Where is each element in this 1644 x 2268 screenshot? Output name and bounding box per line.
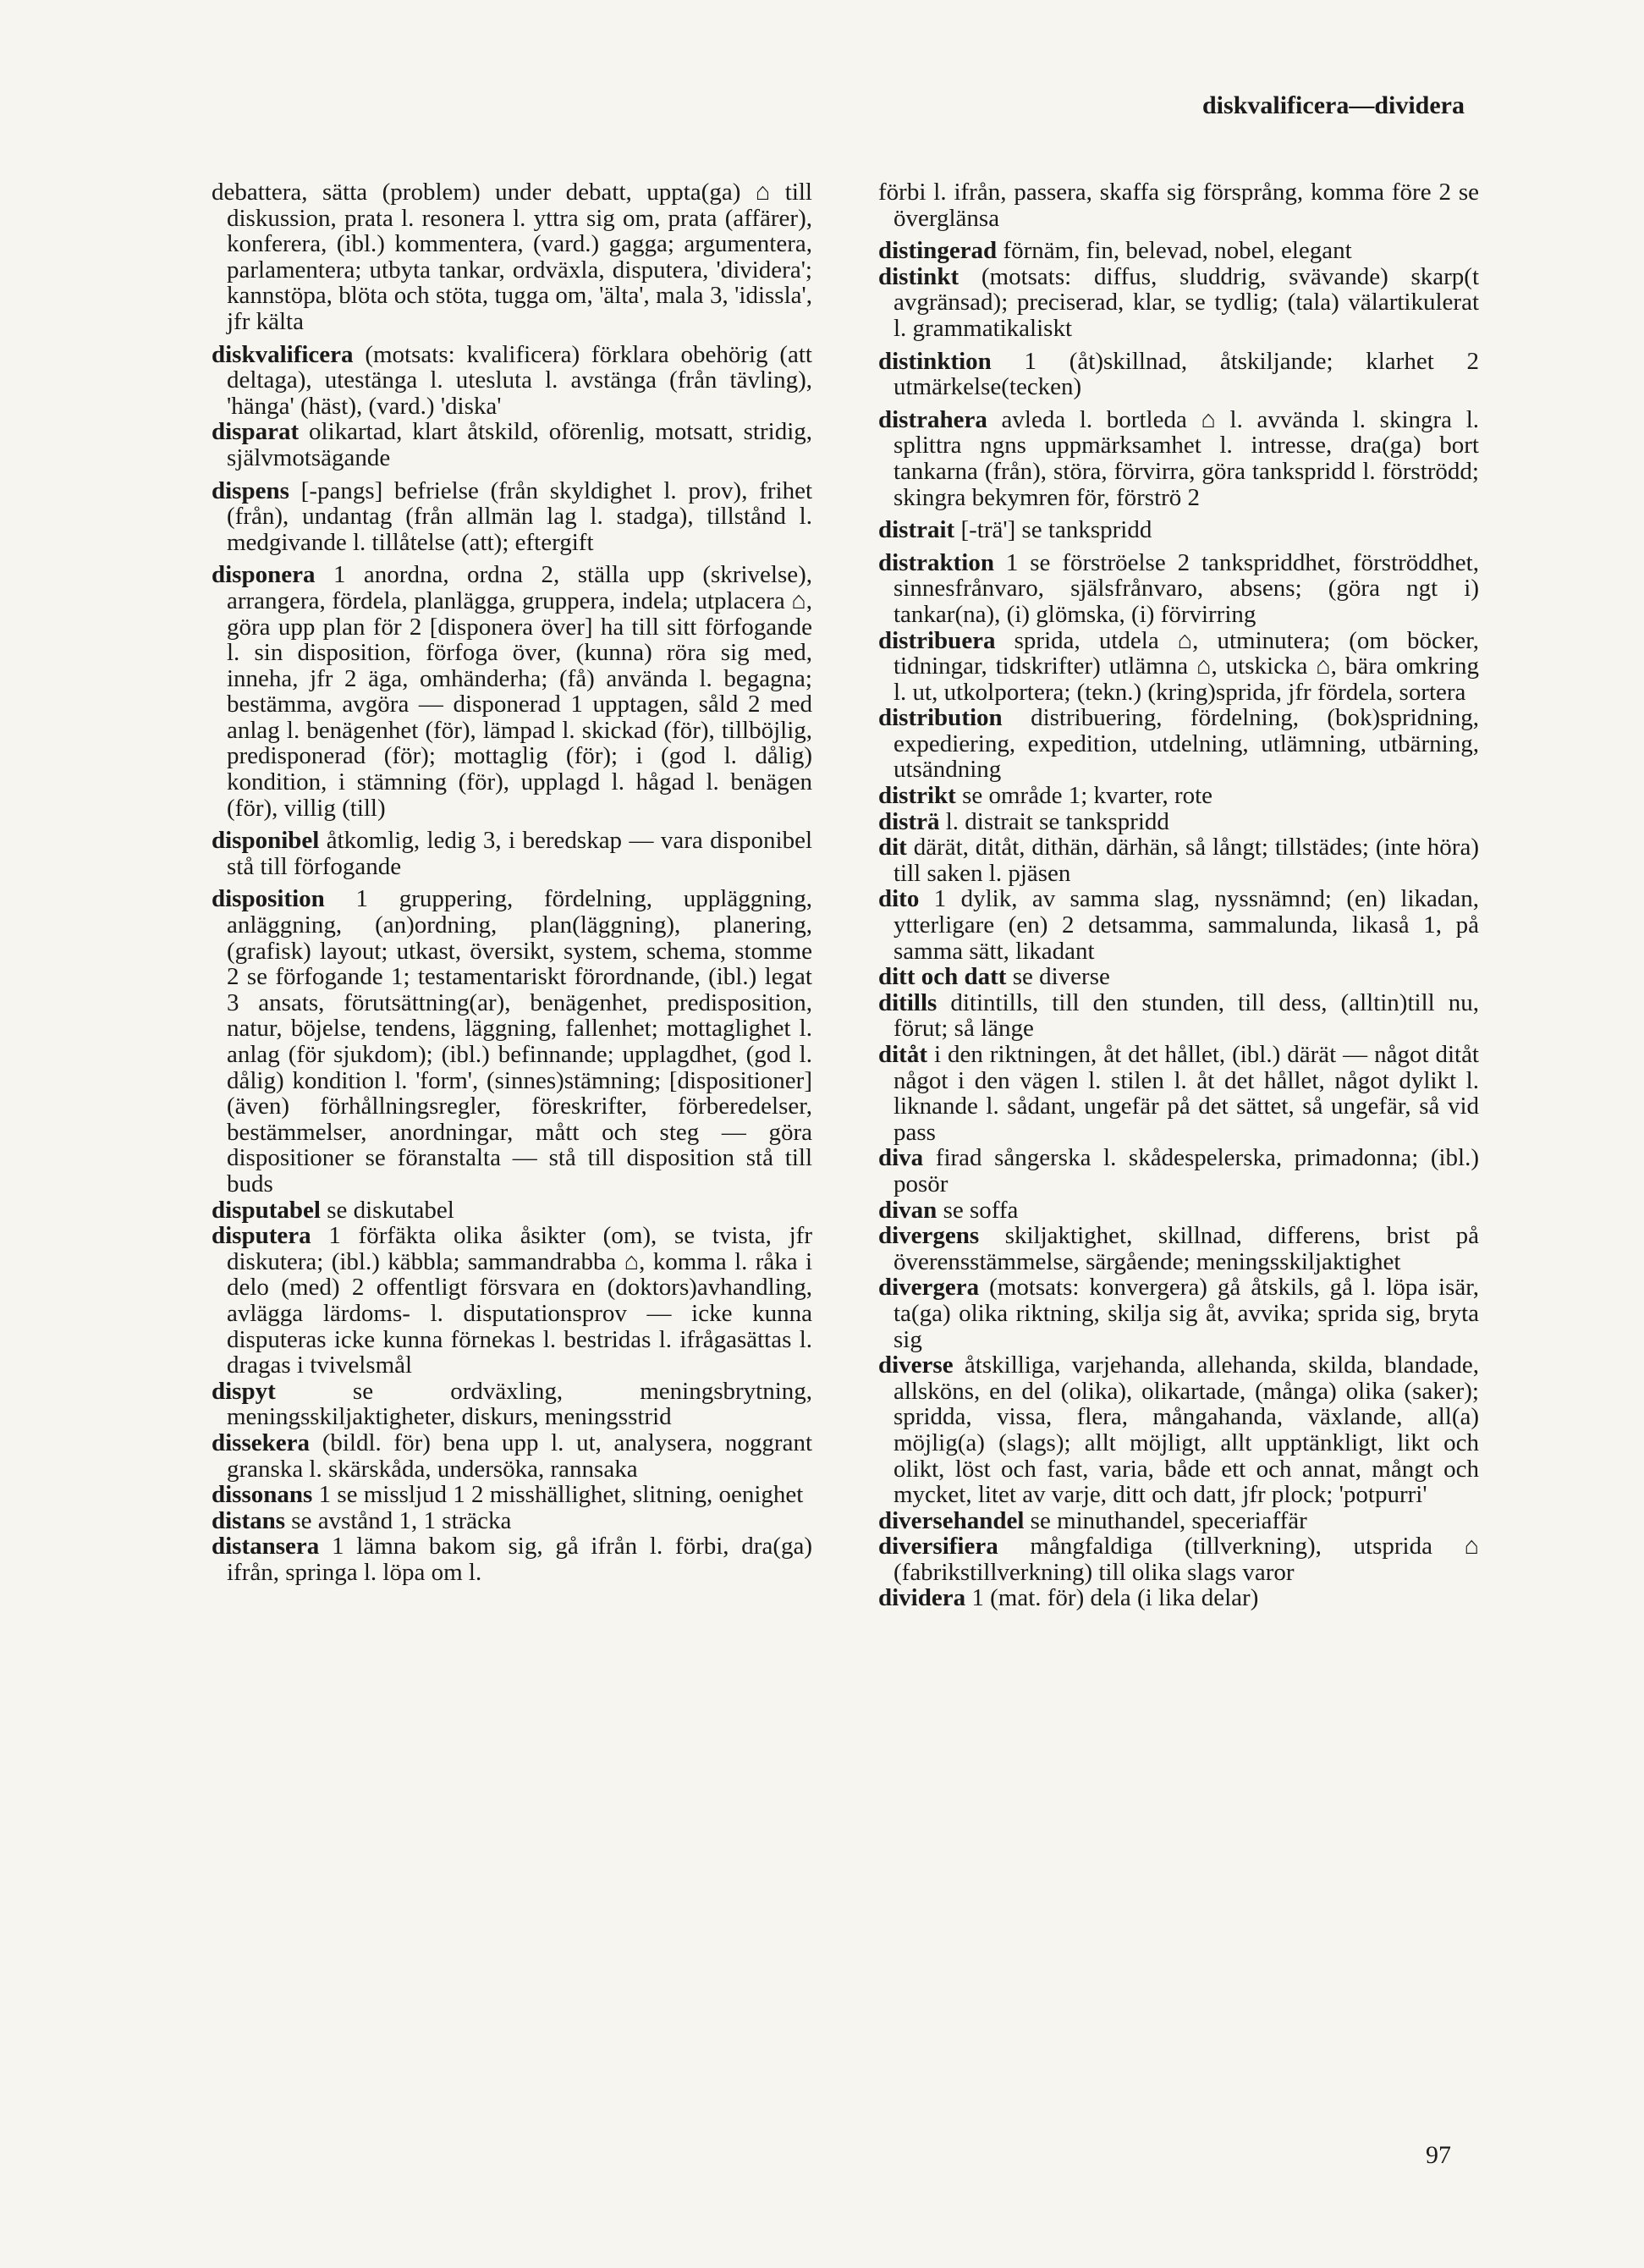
headword: ditills <box>878 988 937 1016</box>
dictionary-entry <box>212 419 812 471</box>
entry-definition: [-trä'] se tankspridd <box>960 516 1152 544</box>
headword: disponibel <box>212 827 320 855</box>
entry-definition: debattera, sätta (problem) under debatt, uppta(ga) ⌂ till diskussion, prata l. resonera l. yttra sig om, prata (affärer), konferera, (ibl.) kommentera, (vard.) gagga; argumentera, parlamentera; utbyta tankar, ordväxla, disputera, 'dividera'; kannstöpa, blöta och stöta, tugga om, 'älta', mala 3, 'idissla', jfr kälta <box>212 179 812 335</box>
entry-definition: 1 förfäkta olika åsikter (om), se tvista, jfr diskutera; (ibl.) käbbla; sammandrabba ⌂, komma l. råka i delo (med) 2 offentligt försvara en (doktors)avhandling, avlägga lärdoms- l. disputationsprov — icke kunna disputeras icke kunna förnekas l. bestridas l. ifrågasättas l. dragas i tvivelsmål <box>227 1222 812 1379</box>
dictionary-entry <box>878 550 1479 628</box>
entry-definition: 1 anordna, ordna 2, ställa upp (skrivelse), arrangera, fördela, planlägga, gruppera, indela; utplacera ⌂, göra upp plan för 2 [disponera över] ha till sitt förfogande l. sin disposition, förfoga över, (kunna) röra sig med, inneha, jfr 2 äga, omhänderha; (få) använda l. begagna; bestämma, avgöra — disponerad 1 upptagen, såld 2 med anlag l. benägenhet (för), lämpad l. skickad (för), tillböjlig, predisponerad (för); mottaglig (för); i (god l. dålig) kondition, i stämning (för), upplagd l. hågad l. benägen (för), villig (till) <box>227 561 813 822</box>
entry-definition: se avstånd 1, 1 sträcka <box>291 1506 512 1534</box>
headword: divergens <box>878 1222 980 1250</box>
dictionary-entry <box>878 1274 1479 1352</box>
dictionary-entry <box>878 517 1479 543</box>
headword: distansera <box>212 1533 320 1561</box>
dictionary-entry <box>878 349 1479 400</box>
entry-definition: se soffa <box>943 1196 1019 1224</box>
dictionary-entry <box>878 705 1479 783</box>
dictionary-entry <box>878 834 1479 886</box>
dictionary-entry <box>878 1508 1479 1534</box>
headword: distinktion <box>878 347 992 375</box>
headword: divan <box>878 1196 937 1224</box>
running-head: diskvalificera—dividera <box>1202 91 1465 119</box>
headword: distans <box>212 1506 286 1534</box>
dictionary-entry <box>878 1197 1479 1224</box>
entry-definition: (motsats: konvergera) gå åtskils, gå l. löpa isär, ta(ga) olika riktning, skilja sig åt, avvika; sprida sig, bryta sig <box>893 1274 1479 1353</box>
dictionary-entry <box>212 886 812 1197</box>
right-column <box>878 179 1479 1611</box>
headword: distinkt <box>878 262 959 290</box>
headword: distribution <box>878 704 1003 732</box>
headword: distrait <box>878 516 955 544</box>
entry-definition: se diskutabel <box>327 1196 454 1224</box>
dictionary-entry <box>212 1533 812 1585</box>
dictionary-entry <box>212 1197 812 1224</box>
dictionary-entry <box>878 1042 1479 1145</box>
dictionary-entry <box>878 1223 1479 1274</box>
headword: disträ <box>878 807 940 835</box>
entry-definition: (motsats: diffus, sluddrig, svävande) skarp(t avgränsad); preciserad, klar, se tydlig; (tala) välartikulerat l. grammatikaliskt <box>893 262 1480 342</box>
page-number: 97 <box>1426 2141 1451 2169</box>
entry-definition: distribuering, fördelning, (bok)spridning, expediering, expedition, utdelning, utlämning, utbärning, utsändning <box>893 704 1480 784</box>
dictionary-entry <box>212 828 812 879</box>
entry-definition: [-pangs] befrielse (från skyldighet l. prov), frihet (från), undantag (från allmän lag l. stadga), tillstånd l. medgivande l. tillåtelse (att); eftergift <box>227 476 812 556</box>
dictionary-entry <box>878 886 1479 964</box>
dictionary-entry <box>212 179 812 335</box>
entry-definition: se område 1; kvarter, rote <box>962 782 1213 810</box>
entry-definition: sprida, utdela ⌂, utminutera; (om böcker, tidningar, tidskrifter) utlämna ⌂, utskicka ⌂, bära omkring l. ut, utkolportera; (tekn.) (kring)sprida, jfr fördela, sortera <box>893 626 1480 706</box>
entry-definition: firad sångerska l. skådespelerska, primadonna; (ibl.) posör <box>893 1144 1480 1197</box>
entry-definition: därät, ditåt, dithän, därhän, så långt; tillstädes; (inte höra) till saken l. pjäsen <box>893 834 1479 887</box>
entry-definition: mångfaldiga (tillverkning), utsprida ⌂ (fabrikstillverkning) till olika slags varor <box>893 1533 1480 1586</box>
headword: distingerad <box>878 237 998 265</box>
entry-definition: ditintills, till den stunden, till dess, (alltin)till nu, förut; så länge <box>893 988 1479 1043</box>
entry-definition: se ordväxling, meningsbrytning, meningsskiljaktigheter, diskurs, meningsstrid <box>227 1377 813 1431</box>
dictionary-entry <box>212 1508 812 1534</box>
entry-definition: i den riktningen, åt det hållet, (ibl.) därät — något ditåt något i den vägen l. stilen l. åt det hållet, något dylikt l. liknande l. sådant, ungefär på det sättet, så ungefär, så vid pass <box>893 1041 1479 1146</box>
dictionary-entry <box>212 1430 812 1482</box>
entry-definition: avleda l. bortleda ⌂ l. avvända l. skingra l. splittra ngns uppmärksamhet l. intresse, dra(ga) bort tankarna (från), störa, förvirra, göra tankspridd l. förströdd; skingra bekymren för, förströ 2 <box>893 405 1480 511</box>
dictionary-entry <box>878 1585 1479 1611</box>
dictionary-entry <box>878 1533 1479 1585</box>
entry-definition: 1 gruppering, fördelning, uppläggning, anläggning, (an)ordning, plan(läggning), planering, (grafisk) layout; utkast, översikt, system, schema, stomme 2 se förfogande 1; testamentariskt förordnande, (ibl.) legat 3 ansats, förutsättning(ar), benägenhet, predisposition, natur, böjelse, tendens, läggning, fallenhet; mottaglighet l. anlag (för sjukdom); (ibl.) befinnande; upplagdhet, (god l. dålig) kondition l. 'form', (sinnes)stämning; [dispositioner] (även) förhållningsregler, föreskrifter, förberedelser, bestämmelser, anordningar, mått och steg — göra dispositioner se föranstalta — stå till disposition stå till buds <box>227 885 813 1197</box>
headword: diversehandel <box>878 1506 1025 1534</box>
headword: dissonans <box>212 1481 313 1509</box>
entry-definition: 1 (mat. för) dela (i lika delar) <box>971 1584 1259 1612</box>
entry-definition: åtskilliga, varjehanda, allehanda, skilda, blandade, allsköns, en del (olika), olikartade, (många) olika (saker); spridda, vissa, flera, mångahanda, växlande, all(a) möjlig(a) (slags); allt möjligt, allt upptänkligt, likt och olikt, löst och fast, varia, både ett och annat, mångt och mycket, litet av varje, ditt och datt, jfr plock; 'potpurri' <box>893 1351 1480 1509</box>
entry-definition: olikartad, klart åtskild, oförenlig, motsatt, stridig, självmotsägande <box>227 418 813 471</box>
entry-definition: (motsats: kvalificera) förklara obehörig (att deltaga), utestänga l. utesluta l. avstänga (från tävling), 'hänga' (häst), (vard.) 'diska' <box>227 340 812 420</box>
dictionary-entry <box>212 1223 812 1379</box>
headword: dispens <box>212 476 289 504</box>
entry-definition: 1 lämna bakom sig, gå ifrån l. förbi, dra(ga) ifrån, springa l. löpa om l. <box>227 1533 813 1586</box>
headword: dit <box>878 834 907 862</box>
headword: diskvalificera <box>212 340 354 368</box>
headword: ditåt <box>878 1041 927 1068</box>
dictionary-entry <box>212 1379 812 1430</box>
headword: diverse <box>878 1351 954 1379</box>
headword: distrahera <box>878 405 987 433</box>
dictionary-entry <box>878 990 1479 1042</box>
headword: ditt och datt <box>878 963 1007 991</box>
entry-definition: (bildl. för) bena upp l. ut, analysera, noggrant granska l. skärskåda, undersöka, rannsaka <box>227 1429 813 1483</box>
headword: distribuera <box>878 626 996 654</box>
dictionary-entry <box>212 478 812 556</box>
left-column <box>212 179 812 1585</box>
dictionary-entry <box>878 238 1479 264</box>
headword: disparat <box>212 418 300 446</box>
headword: dividera <box>878 1584 966 1612</box>
dictionary-entry <box>878 628 1479 706</box>
entry-definition: se diverse <box>1012 963 1110 991</box>
dictionary-entry <box>878 1352 1479 1508</box>
headword: distraktion <box>878 548 994 576</box>
entry-definition: förnäm, fin, belevad, nobel, elegant <box>1003 237 1352 265</box>
dictionary-entry <box>878 1145 1479 1197</box>
headword: disputabel <box>212 1196 321 1224</box>
headword: dissekera <box>212 1429 310 1456</box>
entry-definition: 1 (åt)skillnad, åtskiljande; klarhet 2 utmärkelse(tecken) <box>893 347 1479 401</box>
dictionary-entry <box>212 342 812 420</box>
entry-definition: 1 dylik, av samma slag, nyssnämnd; (en) likadan, ytterligare (en) 2 detsamma, sammalunda, likaså 1, på samma sätt, likadant <box>893 885 1479 965</box>
entry-definition: åtkomlig, ledig 3, i beredskap — vara disponibel stå till förfogande <box>227 827 812 880</box>
dictionary-entry <box>878 964 1479 990</box>
headword: disposition <box>212 885 325 913</box>
dictionary-entry <box>212 1482 812 1508</box>
dictionary-entry <box>212 562 812 821</box>
entry-definition: l. distrait se tankspridd <box>945 807 1169 835</box>
entry-definition: förbi l. ifrån, passera, skaffa sig försprång, komma före 2 se överglänsa <box>878 179 1479 232</box>
headword: diversifiera <box>878 1533 998 1561</box>
headword: dito <box>878 885 920 913</box>
dictionary-entry <box>878 809 1479 835</box>
entry-definition: se minuthandel, speceriaffär <box>1030 1506 1307 1534</box>
dictionary-entry <box>878 264 1479 342</box>
dictionary-entry <box>878 407 1479 510</box>
headword: disponera <box>212 561 316 589</box>
headword: diva <box>878 1144 924 1172</box>
dictionary-entry <box>878 783 1479 809</box>
headword: divergera <box>878 1274 980 1302</box>
dictionary-entry <box>878 179 1479 231</box>
entry-definition: 1 se missljud 1 2 misshällighet, slitning, oenighet <box>318 1481 804 1509</box>
headword: dispyt <box>212 1377 276 1405</box>
entry-definition: skiljaktighet, skillnad, differens, brist på överensstämmelse, särgående; meningsskiljaktighet <box>893 1222 1480 1275</box>
entry-definition: 1 se förströelse 2 tankspriddhet, förströddhet, sinnesfrånvaro, själsfrånvaro, absens; (göra ngt i) tankar(na), (i) glömska, (i) förvirring <box>893 548 1479 628</box>
headword: disputera <box>212 1222 311 1250</box>
headword: distrikt <box>878 782 956 810</box>
